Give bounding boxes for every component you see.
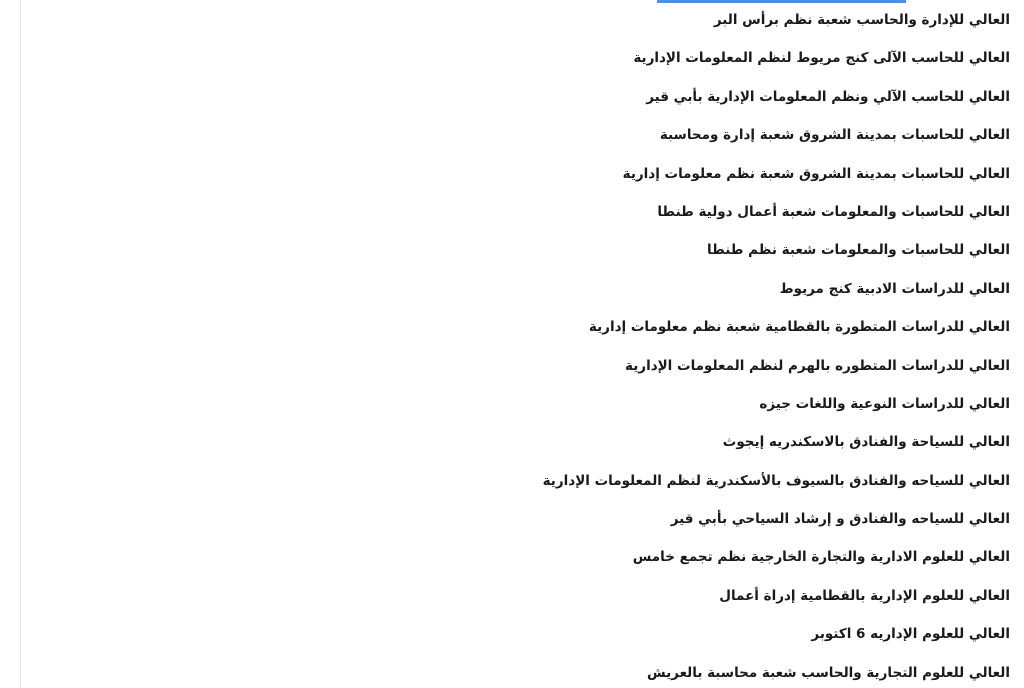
list-item[interactable] [20,2,1010,40]
list-item-label: العالي للإدارة والحاسب شعبة نظم برأس البر [713,12,1010,28]
list-item[interactable] [20,271,1010,309]
list-item-label: العالي للدراسات المتطوره بالهرم لنظم المعلومات الإدارية [625,357,1010,374]
list-item[interactable] [20,424,1010,462]
list-item-label: العالي للعلوم الادارية والتجارة الخارجية نظم تجمع خامس [632,549,1010,566]
list-item-label: العالي للحاسب الآلي ونظم المعلومات الإدارية بأبي قير [646,88,1010,105]
list-item-label: العالي للدراسات المتطورة بالقطامية شعبة نظم معلومات إدارية [588,319,1010,336]
list-item[interactable] [20,40,1010,78]
list-item-label: العالي للسياحه والفنادق و إرشاد السياحي بأبي قير [670,511,1010,528]
list-item[interactable] [20,79,1010,117]
list-item-label: العالي للسياحة والفنادق بالاسكندريه إيجوث [722,434,1010,451]
list-item[interactable] [20,309,1010,347]
list-item[interactable] [20,463,1010,501]
list-item-label: العالي للحاسبات بمدينة الشروق شعبة نظم معلومات إدارية [622,165,1010,182]
list-item[interactable] [20,348,1010,386]
list-item-label: العالي للدراسات النوعية واللغات جيزه [759,395,1010,412]
list-item[interactable] [20,386,1010,424]
list-item-label: العالي للعلوم الإدارية بالقطامية إدراة أعمال [719,587,1010,604]
list-item-label: العالي للعلوم الإداريه 6 اكتوبر [811,626,1010,643]
list-item-label: العالي للحاسب الآلى كنج مريوط لنظم المعلومات الإدارية [633,50,1010,67]
list-item[interactable] [20,501,1010,539]
institutes-list [20,2,1010,688]
list-item-label: العالي للسياحه والفنادق بالسيوف بالأسكندرية لنظم المعلومات الإدارية [542,472,1010,489]
list-item[interactable] [20,578,1010,616]
list-item-label: العالي للعلوم التجارية والحاسب شعبة محاسبة بالعريش [647,664,1010,681]
list-item[interactable] [20,194,1010,232]
list-item-label: العالي للحاسبات بمدينة الشروق شعبة إدارة ومحاسبة [659,127,1010,144]
list-item[interactable] [20,232,1010,270]
list-item-label: العالي للحاسبات والمعلومات شعبة أعمال دولية طنطا [657,203,1010,220]
list-item-label: العالي للدراسات الادبية كنج مريوط [779,280,1010,297]
list-item[interactable] [20,156,1010,194]
list-item[interactable] [20,117,1010,155]
list-item[interactable] [20,655,1010,688]
list-item[interactable] [20,616,1010,654]
list-item-label: العالي للحاسبات والمعلومات شعبة نظم طنطا [707,242,1010,259]
list-item[interactable] [20,539,1010,577]
